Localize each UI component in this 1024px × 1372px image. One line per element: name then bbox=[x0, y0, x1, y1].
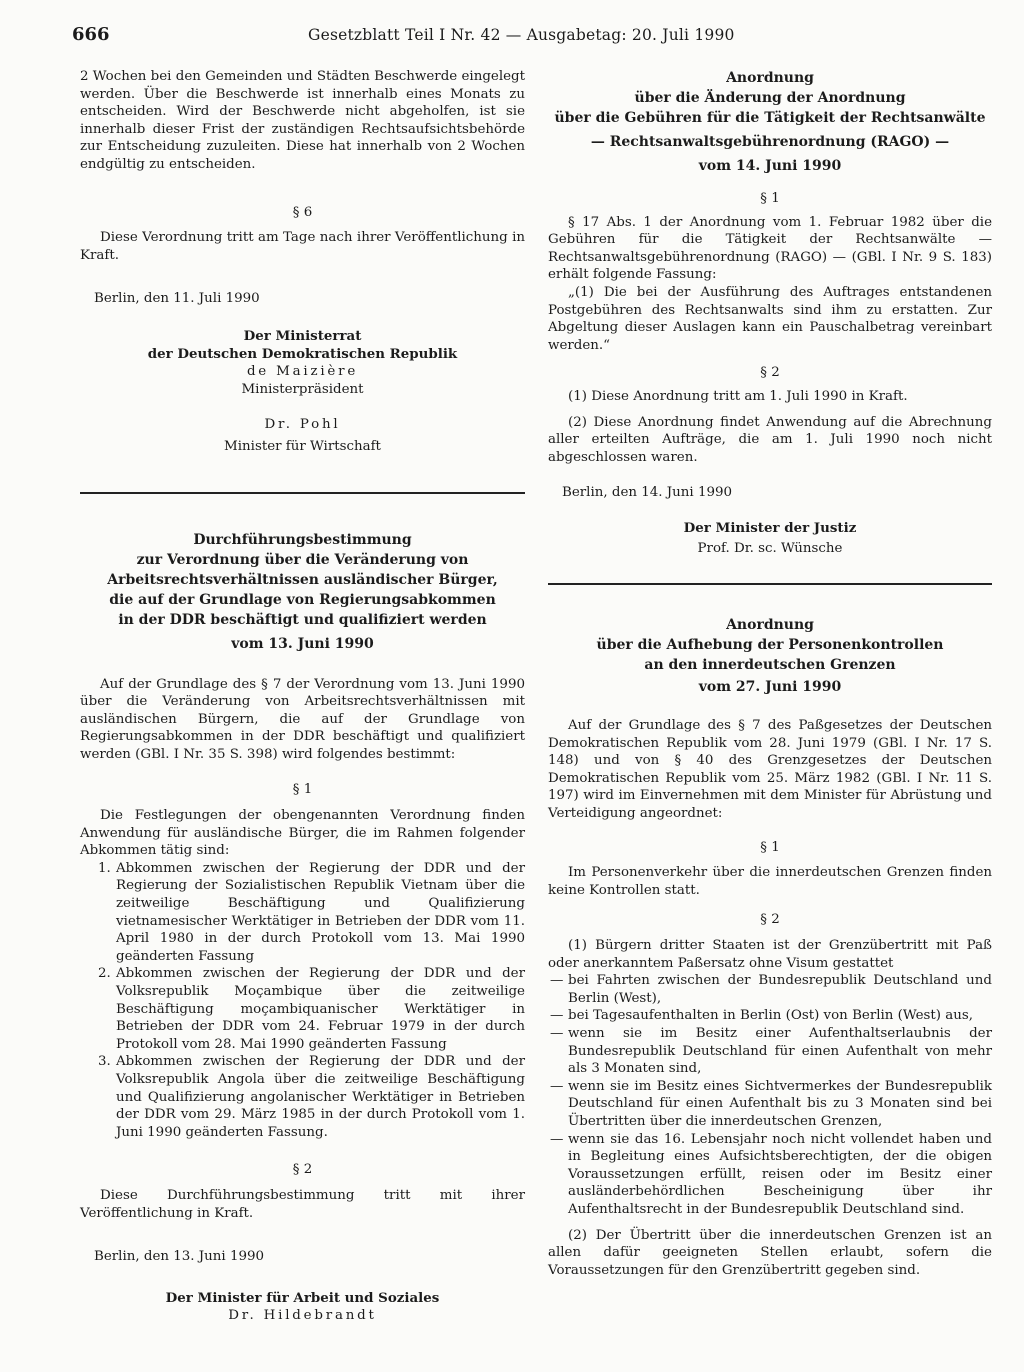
doc3-s2-p1: (1) Diese Anordnung tritt am 1. Juli 1990 in Kraft. bbox=[568, 388, 908, 404]
left-column bbox=[80, 68, 525, 1325]
doc2-title-line: die auf der Grundlage von Regierungsabkommen bbox=[109, 591, 496, 608]
dash-bullet: — bbox=[550, 1131, 564, 1147]
dash-bullet: — bbox=[550, 1008, 564, 1024]
doc4-intro: Auf der Grundlage des § 7 des Paßgesetzes der Deutschen Demokratischen Republik vom 28. Juni 1979 (GBl. I Nr. 17 S. 148) und von § 40 des Grenzgesetzes der Deutschen Demokratischen Republik vom 25. März 1982 (GBl. I Nr. 11 S. 197) wird im Einvernehmen mit dem Minister für Abrüstung und Verteidigung angeordnet: bbox=[548, 718, 992, 822]
doc3-s1-quote: „(1) Die bei der Ausführung des Auftrages entstandenen Postgebühren des Rechtsanwalts sind ihm zu erstatten. Zur Abgeltung dieser Auslagen kann ein Pauschalbetrag vereinbart werden.“ bbox=[548, 284, 992, 353]
doc4-s1-text: Im Personenverkehr über die innerdeutschen Grenzen finden keine Kontrollen statt. bbox=[548, 865, 992, 898]
dash-bullet: — bbox=[550, 1078, 564, 1094]
doc2-title bbox=[80, 530, 525, 654]
list-item-text: Abkommen zwischen der Regierung der DDR und der Volksrepublik Angola über die zeitweilige Beschäftigung und Qualifizierung angolanischer Werktätiger in Betrieben der DDR vom 29. März 1985 in der durch Protokoll vom 1. Juni 1990 geänderten Fassung. bbox=[116, 1054, 525, 1140]
signature-role-2: Minister für Wirtschaft bbox=[224, 438, 381, 454]
doc4-title-line: an den innerdeutschen Grenzen bbox=[644, 657, 896, 674]
doc2-title-line: Arbeitsrechtsverhältnissen ausländischer Bürger, bbox=[107, 571, 498, 588]
list-item bbox=[548, 1025, 992, 1078]
doc3-title bbox=[548, 68, 992, 176]
list-item-text: wenn sie das 16. Lebensjahr noch nicht vollendet haben und in Begleitung eines Aufsichtsberechtigten, der die obigen Voraussetzungen erfüllt, reisen oder im Besitz einer ausländerbehördlichen Bescheinigung über ihr Aufenthaltsrecht in der Bundesrepublik Deutschland sind. bbox=[568, 1131, 992, 1217]
doc2-s2-heading: § 2 bbox=[292, 1162, 313, 1178]
list-item-text: bei Tagesaufenthalten in Berlin (Ost) von Berlin (West) aus, bbox=[568, 1008, 973, 1024]
list-item bbox=[80, 965, 525, 1053]
list-item-text: Abkommen zwischen der Regierung der DDR und der Volksrepublik Moçambique über die zeitweilige Beschäftigung moçambiquanischer Werktätiger in Betrieben der DDR vom 24. Februar 1979 in der durch Protokoll vom 28. Mai 1990 geänderten Fassung bbox=[116, 966, 525, 1052]
signature-name-1: de Maizière bbox=[246, 364, 359, 380]
list-item-text: bei Fahrten zwischen der Bundesrepublik Deutschland und Berlin (West), bbox=[568, 973, 992, 1006]
signature-role-1: Ministerpräsident bbox=[241, 381, 364, 397]
doc2-s1-text: Die Festlegungen der obengenannten Verordnung finden Anwendung für ausländische Bürger, die im Rahmen folgender Abkommen tätig sind: bbox=[80, 808, 525, 859]
section-divider-right bbox=[548, 583, 992, 585]
doc3-date-line: Berlin, den 14. Juni 1990 bbox=[562, 485, 733, 501]
doc3-signature-org: Der Minister der Justiz bbox=[683, 519, 857, 536]
list-item bbox=[548, 972, 992, 1007]
list-item-number: 2. bbox=[98, 966, 111, 982]
doc2-s1-heading: § 1 bbox=[292, 782, 313, 798]
list-item-number: 3. bbox=[98, 1054, 111, 1070]
doc2-title-line: in der DDR beschäftigt und qualifiziert werden bbox=[118, 611, 487, 628]
list-item bbox=[548, 1078, 992, 1131]
list-item bbox=[80, 860, 525, 966]
date-line-1: Berlin, den 11. Juli 1990 bbox=[94, 291, 260, 307]
doc3-title-line: über die Gebühren für die Tätigkeit der Rechtsanwälte bbox=[554, 110, 986, 126]
doc2-date-line: Berlin, den 13. Juni 1990 bbox=[94, 1249, 265, 1265]
right-column bbox=[548, 68, 992, 1279]
page-number: 666 bbox=[72, 24, 110, 45]
doc4-title bbox=[548, 615, 992, 697]
section-divider-left bbox=[80, 492, 525, 494]
section-s6-text: Diese Verordnung tritt am Tage nach ihrer Veröffentlichung in Kraft. bbox=[80, 230, 525, 263]
doc2-title-line: Durchführungsbestimmung bbox=[193, 531, 412, 548]
doc4-title-line: Anordnung bbox=[726, 617, 814, 634]
section-heading-s6: § 6 bbox=[292, 204, 313, 220]
doc2-intro: Auf der Grundlage des § 7 der Verordnung vom 13. Juni 1990 über die Veränderung von Arbeitsrechtsverhältnissen mit ausländischen Bürgern, die auf der Grundlage von Regierungsabkommen in der DDR beschäftigt und qualifiziert werden (GBl. I Nr. 35 S. 398) wird folgendes bestimmt: bbox=[80, 676, 525, 762]
doc4-title-line: über die Aufhebung der Personenkontrollen bbox=[596, 637, 944, 654]
doc3-s2-heading: § 2 bbox=[760, 365, 780, 381]
signature-name-2: Dr. Pohl bbox=[264, 417, 341, 433]
doc2-s2-text: Diese Durchführungsbestimmung tritt mit ihrer Veröffentlichung in Kraft. bbox=[80, 1187, 525, 1221]
doc3-title-line: Anordnung bbox=[726, 70, 814, 86]
doc3-s1-heading: § 1 bbox=[760, 191, 780, 206]
doc3-s2-p2: (2) Diese Anordnung findet Anwendung auf die Abrechnung aller erteilten Aufträge, die am 1. Juli 1990 noch nicht abgeschlossen waren. bbox=[548, 414, 992, 465]
doc4-condition-list bbox=[548, 972, 992, 1218]
dash-bullet: — bbox=[550, 973, 564, 989]
doc4-s1-heading: § 1 bbox=[760, 839, 780, 855]
doc2-signature-org: Der Minister für Arbeit und Soziales bbox=[165, 1289, 440, 1306]
signature-org-2: der Deutschen Demokratischen Republik bbox=[147, 345, 458, 362]
doc3-title-line: — Rechtsanwaltsgebührenordnung (RAGO) — bbox=[590, 134, 950, 150]
doc2-signature-name: Dr. Hildebrandt bbox=[228, 1308, 377, 1324]
list-item-number: 1. bbox=[98, 860, 111, 876]
doc4-date: vom 27. Juni 1990 bbox=[698, 679, 842, 696]
intro-paragraph: 2 Wochen bei den Gemeinden und Städten Beschwerde eingelegt werden. Über die Beschwerde ist innerhalb eines Monats zu entscheiden. Wird der Beschwerde nicht abgeholfen, ist sie innerhalb dieser Frist der zuständigen Rechtsaufsichtsbehörde zur Entscheidung zuzuleiten. Diese hat innerhalb von 2 Wochen endgültig zu entscheiden. bbox=[80, 69, 525, 172]
doc3-signature-name: Prof. Dr. sc. Wünsche bbox=[697, 540, 843, 556]
list-item bbox=[80, 1053, 525, 1141]
doc3-title-line: über die Änderung der Anordnung bbox=[634, 90, 906, 106]
doc4-s2-heading: § 2 bbox=[760, 912, 780, 928]
list-item bbox=[548, 1131, 992, 1219]
dash-bullet: — bbox=[550, 1026, 564, 1041]
doc2-title-line: zur Verordnung über die Veränderung von bbox=[136, 551, 469, 568]
list-item-text: wenn sie im Besitz eines Sichtvermerkes der Bundesrepublik Deutschland für einen Aufenthalt bis zu 3 Monaten sind bei Übertritten über die innerdeutschen Grenzen, bbox=[568, 1078, 992, 1129]
doc4-s2-intro: (1) Bürgern dritter Staaten ist der Grenzübertritt mit Paß oder anerkanntem Paßersatz ohne Visum gestattet bbox=[548, 938, 992, 971]
running-title: Gesetzblatt Teil I Nr. 42 — Ausgabetag: 20. Juli 1990 bbox=[308, 26, 735, 44]
doc2-agreement-list bbox=[80, 860, 525, 1142]
doc3-date: vom 14. Juni 1990 bbox=[698, 158, 842, 174]
doc3-s1-text: § 17 Abs. 1 der Anordnung vom 1. Februar 1982 über die Gebühren für die Tätigkeit der Rechtsanwälte — Rechtsanwaltsgebührenordnung (RAGO) — (GBl. I Nr. 9 S. 183) erhält folgende Fassung: bbox=[548, 214, 992, 283]
list-item-text: wenn sie im Besitz einer Aufenthaltserlaubnis der Bundesrepublik Deutschland für einen Aufenthalt von mehr als 3 Monaten sind, bbox=[568, 1026, 992, 1077]
signature-org-1: Der Ministerrat bbox=[243, 327, 362, 344]
list-item-text: Abkommen zwischen der Regierung der DDR und der Regierung der Sozialistischen Republik Vietnam über die zeitweilige Beschäftigung und Qualifizierung vietnamesischer Werktätiger in Betrieben der DDR vom 11. April 1980 in der durch Protokoll vom 13. Mai 1990 geänderten Fassung bbox=[116, 860, 525, 964]
page-header bbox=[72, 24, 992, 50]
list-item bbox=[548, 1007, 992, 1025]
doc4-s2-p2: (2) Der Übertritt über die innerdeutschen Grenzen ist an allen dafür geeigneten Stellen erlaubt, sofern die Voraussetzungen für den Grenzübertritt gegeben sind. bbox=[548, 1227, 992, 1278]
doc2-date: vom 13. Juni 1990 bbox=[231, 635, 374, 652]
